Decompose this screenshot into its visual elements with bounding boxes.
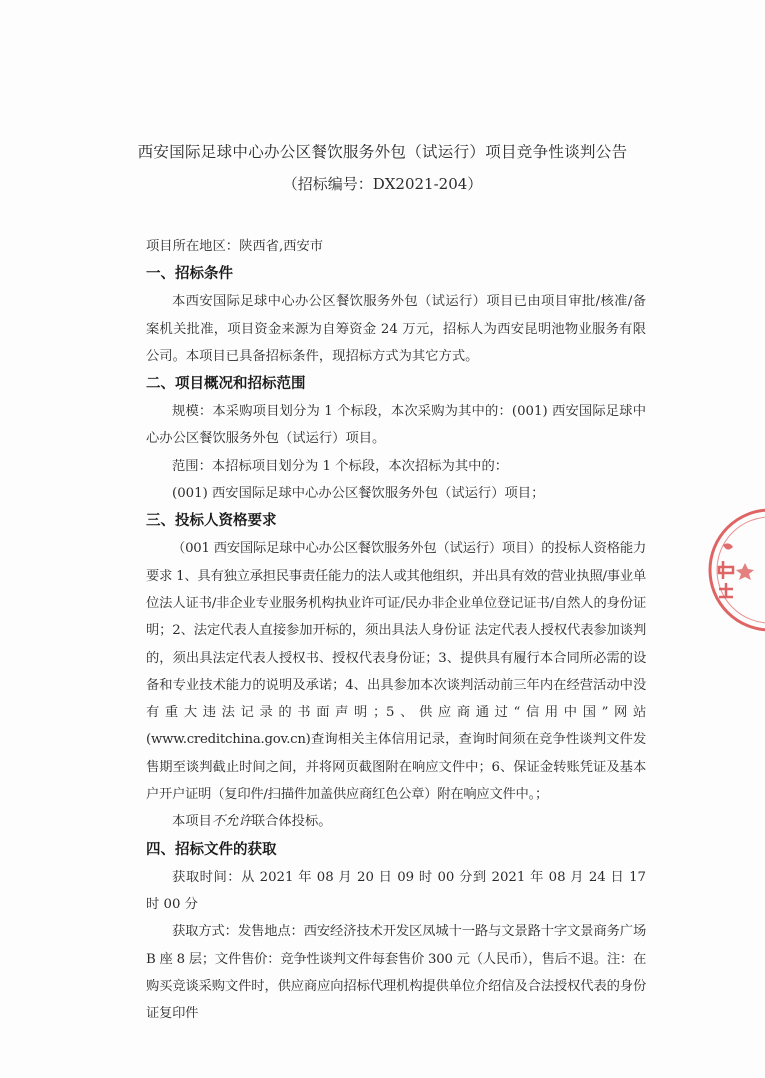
consortium-suffix: 联合体投标。	[251, 814, 332, 830]
section-heading-overview: 二、项目概况和招标范围	[146, 376, 306, 393]
consortium-prefix: 本项目	[172, 814, 212, 830]
acquisition-method: 获取方式：发售地点：西安经济技术开发区凤城十一路与文景路十字文景商务广场 B 座 8 层；文件售价：竞争性谈判文件每套售价 300 元（人民币），售后不退。注：在购买竞谈采购文件时，供应商应向招标代理机构提供单位介绍信及合法授权代表的身份证复印件	[146, 924, 646, 1022]
consortium-word: 不允许	[211, 814, 252, 830]
document-body	[146, 233, 646, 1027]
acquisition-time: 获取时间：从 2021 年 08 月 20 日 09 时 00 分到 2021 年 08 月 24 日 17 时 00 分	[146, 869, 646, 912]
seal-mark-3	[719, 583, 733, 597]
scope-paragraph: 范围：本招标项目划分为 1 个标段，本次招标为其中的：	[172, 458, 509, 474]
tender-code: （招标编号：DX2021-204）	[282, 175, 483, 193]
project-region: 项目所在地区：陕西省,西安市	[146, 239, 324, 254]
seal-mark-2	[719, 561, 733, 579]
lot-paragraph: (001) 西安国际足球中心办公区餐饮服务外包（试运行）项目；	[172, 486, 545, 502]
red-seal-stamp	[705, 505, 765, 635]
seal-mark-1	[723, 543, 733, 549]
title-block	[0, 141, 765, 195]
qualifications-paragraph: （001 西安国际足球中心办公区餐饮服务外包（试运行）项目）的投标人资格能力要求 1、具有独立承担民事责任能力的法人或其他组织，并出具有效的营业执照/事业单位法人证书/非企业专业服务机构执业许可证/民办非企业单位登记证书/自然人的身份证明；2、法定代表人直接参加开标的，须出具法人身份证 法定代表人授权代表参加谈判的，须出具法定代表人授权书、授权代表身份证；3、提供具有履行本合同所必需的设备和专业技术能力的说明及承诺；4、出具参加本次谈判活动前三年内在经营活动中没有重大违法记录的书面声明；5、供应商通过“信用中国”网站(www.creditchina.gov.cn)查询相关主体信用记录，查询时间须在竞争性谈判文件发售期至谈判截止时间之间，并将网页截图附在响应文件中；6、保证金转账凭证及基本户开户证明（复印件/扫描件加盖供应商红色公章）附在响应文件中。；	[146, 541, 646, 803]
seal-star	[736, 563, 754, 580]
announcement-title: 西安国际足球中心办公区餐饮服务外包（试运行）项目竞争性谈判公告	[137, 143, 628, 161]
conditions-paragraph: 本西安国际足球中心办公区餐饮服务外包（试运行）项目已由项目审批/核准/备案机关批准，项目资金来源为自筹资金 24 万元，招标人为西安昆明池物业服务有限公司。本项目已具备招标条件，现招标方式为其它方式。	[146, 294, 646, 364]
section-heading-qualifications: 三、投标人资格要求	[146, 513, 277, 530]
section-heading-documents: 四、招标文件的获取	[146, 841, 277, 858]
consortium-paragraph	[146, 808, 646, 835]
section-heading-conditions: 一、招标条件	[146, 266, 233, 283]
scale-paragraph: 规模：本采购项目划分为 1 个标段，本次采购为其中的：(001) 西安国际足球中心办公区餐饮服务外包（试运行）项目。	[146, 404, 646, 447]
